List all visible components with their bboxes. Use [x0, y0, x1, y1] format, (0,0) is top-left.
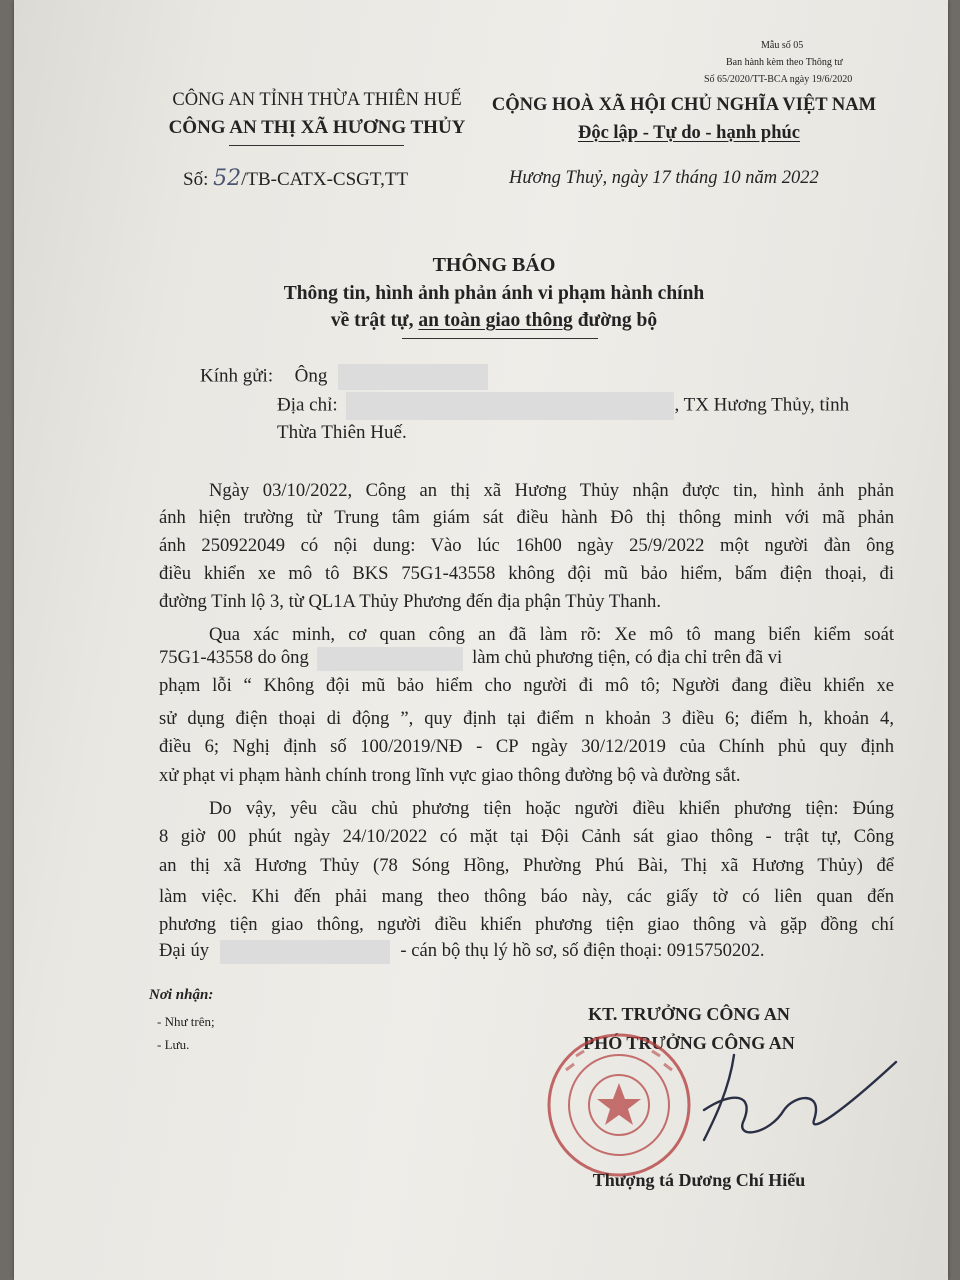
sign-title-2: PHÓ TRƯỞNG CÔNG AN	[583, 1033, 795, 1053]
notice-title: THÔNG BÁO	[432, 254, 556, 276]
para2-line: phạm lỗi “ Không đội mũ bảo hiểm cho người đi mô tô; Người đang điều khiển xe	[159, 675, 894, 696]
notice-subtitle-2: về trật tự, an toàn giao thông đường bộ	[330, 310, 658, 331]
redacted-name	[338, 364, 488, 390]
title-underline	[402, 338, 598, 339]
stamp-seal-icon	[544, 1030, 694, 1180]
handwritten-signature	[674, 1050, 904, 1155]
redacted-officer	[220, 940, 390, 964]
para1-line: điều khiển xe mô tô BKS 75G1-43558 không đội mũ bảo hiểm, bấm điện thoại, đi	[159, 563, 894, 584]
para1-line: ánh 250922049 có nội dung: Vào lúc 16h00 ngày 25/9/2022 một người đàn ông	[159, 535, 894, 556]
address-line: Địa chỉ: , TX Hương Thủy, tỉnh	[277, 392, 849, 420]
form-number: Mẫu số 05	[761, 40, 804, 51]
para3-line: Do vậy, yêu cầu chủ phương tiện hoặc người điều khiển phương tiện: Đúng	[209, 798, 894, 819]
sign-title-1: KT. TRƯỞNG CÔNG AN	[588, 1004, 790, 1024]
form-issued: Ban hành kèm theo Thông tư	[726, 57, 843, 68]
redacted-owner	[317, 647, 463, 671]
para2-line: Qua xác minh, cơ quan công an đã làm rõ: Xe mô tô mang biển kiểm soát	[209, 624, 894, 645]
para3-last-line: Đại úy - cán bộ thụ lý hồ sơ, số điện thoại: 0915750202.	[159, 938, 765, 964]
noi-nhan-item: - Như trên;	[157, 1014, 215, 1029]
para2-line: sử dụng điện thoại di động ”, quy định tại điểm n khoản 3 điều 6; điểm h, khoản 4,	[159, 708, 894, 729]
para1-line: đường Tỉnh lộ 3, từ QL1A Thủy Phương đến địa phận Thủy Thanh.	[159, 591, 661, 612]
recipient-line: Kính gửi: Ông	[200, 364, 488, 390]
para3-line: 8 giờ 00 phút ngày 24/10/2022 có mặt tại Đội Cảnh sát giao thông - trật tự, Công	[159, 826, 894, 847]
redacted-address	[346, 392, 674, 420]
para1-line: ánh hiện trường từ Trung tâm giám sát điều hành Đô thị thông minh với mã phản	[159, 507, 894, 528]
signature-icon	[674, 1050, 904, 1150]
signer-name: Thượng tá Dương Chí Hiếu	[592, 1170, 806, 1190]
official-stamp	[544, 1030, 694, 1180]
document-number: Số: 52/TB-CATX-CSGT,TT	[183, 166, 409, 191]
nation-name: CỘNG HOÀ XÃ HỘI CHỦ NGHĨA VIỆT NAM	[491, 95, 877, 115]
noi-nhan-label: Nơi nhận:	[149, 987, 214, 1003]
para3-line: an thị xã Hương Thủy (78 Sóng Hồng, Phường Phú Bài, Thị xã Hương Thủy) để	[159, 855, 894, 876]
para3-line: phương tiện giao thông, người điều khiển phương tiện giao thông và gặp đồng chí	[159, 914, 894, 935]
agency-name: CÔNG AN THỊ XÃ HƯƠNG THỦY	[168, 117, 466, 138]
para1-line: Ngày 03/10/2022, Công an thị xã Hương Thủy nhận được tin, hình ảnh phản	[209, 480, 894, 501]
form-circular: Số 65/2020/TT-BCA ngày 19/6/2020	[704, 74, 853, 85]
address-line-2: Thừa Thiên Huế.	[277, 422, 407, 443]
nation-motto: Độc lập - Tự do - hạnh phúc	[577, 123, 801, 143]
noi-nhan-item: - Lưu.	[157, 1037, 190, 1052]
agency-parent: CÔNG AN TỈNH THỪA THIÊN HUẾ	[172, 90, 462, 110]
number-handwritten: 52	[213, 166, 242, 191]
para3-line: làm việc. Khi đến phải mang theo thông báo này, các giấy tờ có liên quan đến	[159, 886, 894, 907]
notice-subtitle-1: Thông tin, hình ảnh phản ánh vi phạm hành chính	[283, 283, 705, 304]
para2-line: xử phạt vi phạm hành chính trong lĩnh vực giao thông đường bộ và đường sắt.	[159, 765, 741, 786]
document-date: Hương Thuỷ, ngày 17 tháng 10 năm 2022	[509, 168, 819, 188]
para2-line-2: 75G1-43558 do ông làm chủ phương tiện, có địa chỉ trên đã vi	[159, 645, 782, 671]
agency-underline	[229, 145, 404, 146]
document-page	[14, 0, 948, 1280]
para2-line: điều 6; Nghị định số 100/2019/NĐ - CP ngày 30/12/2019 của Chính phủ quy định	[159, 736, 894, 757]
